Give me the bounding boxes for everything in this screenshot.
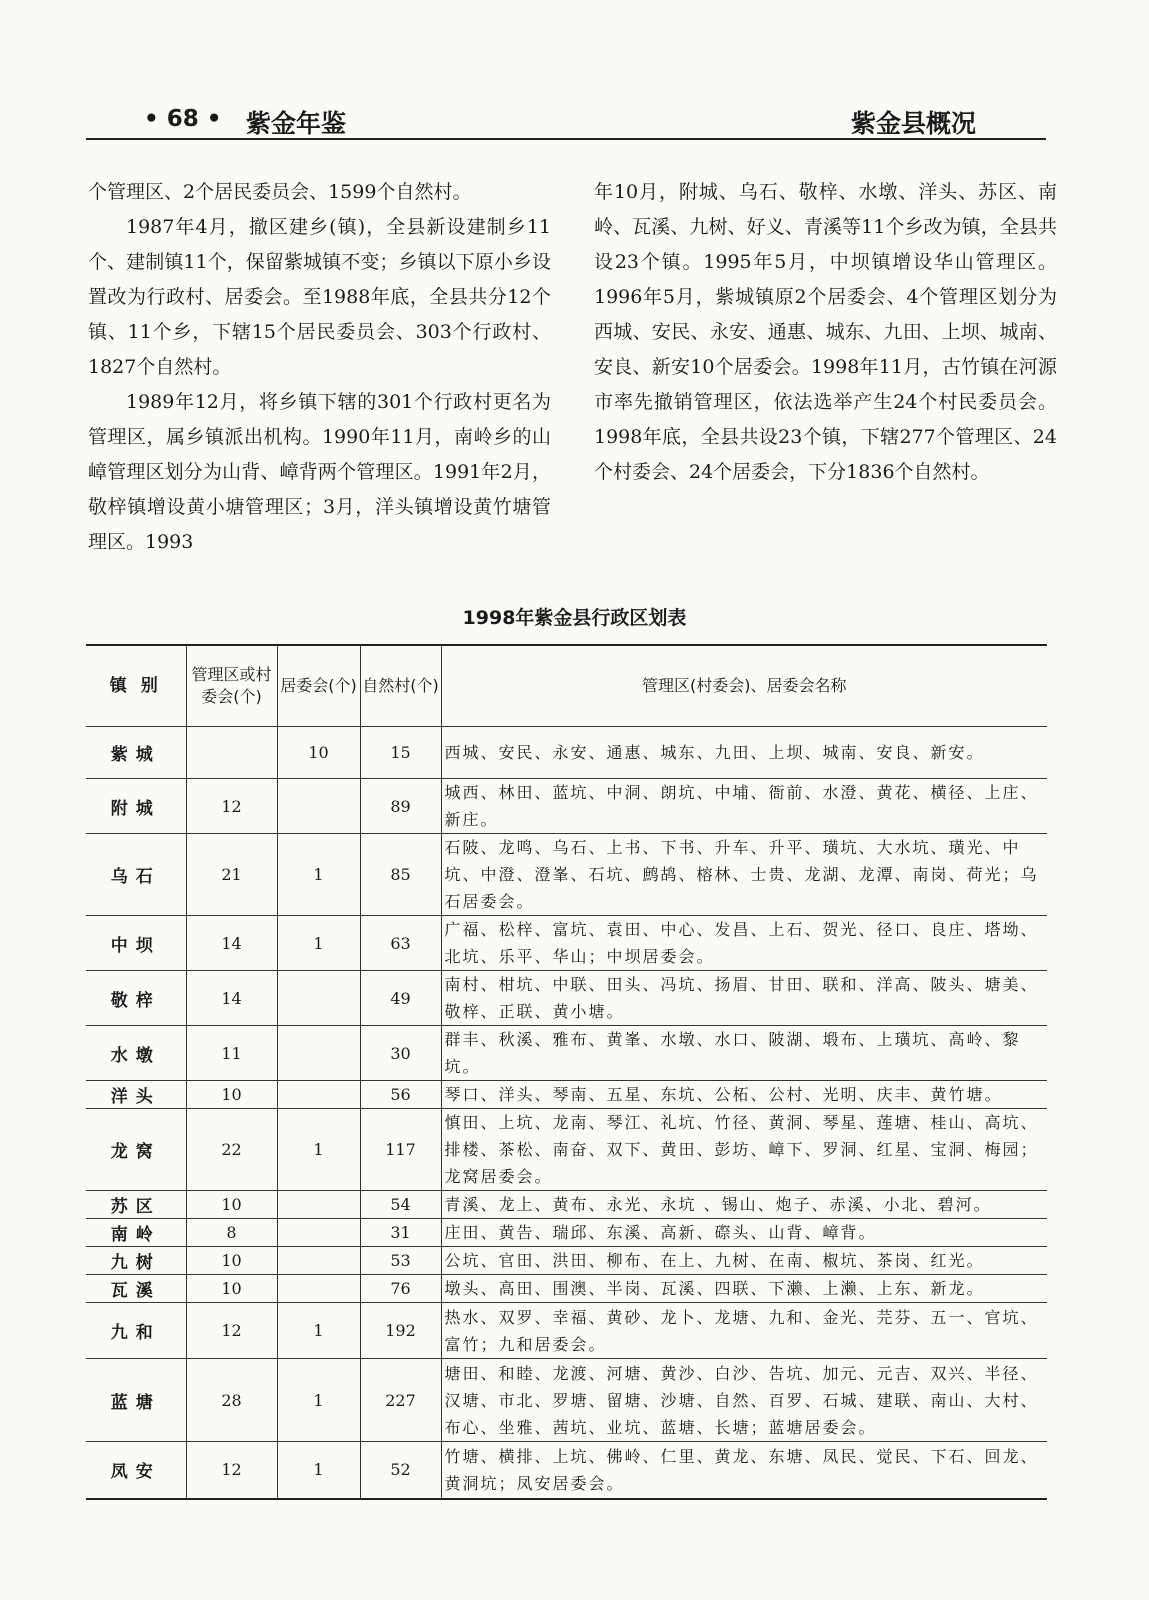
body-column-left (88, 175, 551, 560)
cell-villages: 85 (360, 834, 441, 916)
cell-committees: 1 (277, 834, 360, 916)
page-number: • 68 • (144, 106, 222, 132)
cell-names: 琴口、洋头、琴南、五星、东坑、公柘、公村、光明、庆丰、黄竹塘。 (441, 1081, 1047, 1109)
cell-town: 附城 (86, 779, 186, 834)
cell-town: 洋头 (86, 1081, 186, 1109)
header-committees: 居委会(个) (277, 645, 360, 727)
cell-town: 九和 (86, 1303, 186, 1359)
cell-districts: 10 (186, 1275, 277, 1303)
cell-town: 凤安 (86, 1442, 186, 1499)
table-row (86, 1303, 1047, 1359)
cell-names: 慎田、上坑、龙南、琴江、礼坑、竹径、黄洞、琴星、莲塘、桂山、高坑、排楼、茶松、南奋、双下、黄田、彭坊、嶂下、罗洞、红星、宝洞、梅园；龙窝居委会。 (441, 1109, 1047, 1191)
cell-names: 竹塘、横排、上坑、佛岭、仁里、黄龙、东塘、凤民、觉民、下石、回龙、黄洞坑；凤安居委会。 (441, 1442, 1047, 1499)
cell-names: 庄田、黄告、瑞邱、东溪、高新、磜头、山背、嶂背。 (441, 1219, 1047, 1247)
cell-districts: 10 (186, 1081, 277, 1109)
table-row (86, 1442, 1047, 1499)
cell-districts: 21 (186, 834, 277, 916)
cell-names: 热水、双罗、幸福、黄砂、龙卜、龙塘、九和、金光、芫芬、五一、官坑、富竹；九和居委会。 (441, 1303, 1047, 1359)
cell-town: 敬梓 (86, 971, 186, 1026)
cell-names: 群丰、秋溪、雅布、黄峯、水墩、水口、陂湖、塅布、上璜坑、高岭、黎坑。 (441, 1026, 1047, 1081)
cell-committees: 1 (277, 1359, 360, 1442)
cell-villages: 56 (360, 1081, 441, 1109)
cell-villages: 63 (360, 916, 441, 971)
table-row (86, 1191, 1047, 1219)
cell-names: 公坑、官田、洪田、柳布、在上、九树、在南、椒坑、茶岗、红光。 (441, 1247, 1047, 1275)
cell-districts: 12 (186, 1442, 277, 1499)
table-row (86, 971, 1047, 1026)
cell-districts: 12 (186, 1303, 277, 1359)
cell-districts: 14 (186, 916, 277, 971)
cell-committees (277, 1275, 360, 1303)
cell-town: 蓝塘 (86, 1359, 186, 1442)
cell-names: 青溪、龙上、黄布、永光、永坑 、锡山、炮子、赤溪、小北、碧河。 (441, 1191, 1047, 1219)
cell-town: 乌石 (86, 834, 186, 916)
cell-villages: 30 (360, 1026, 441, 1081)
cell-districts: 28 (186, 1359, 277, 1442)
cell-town: 南岭 (86, 1219, 186, 1247)
header-districts: 管理区或村委会(个) (186, 645, 277, 727)
cell-names: 广福、松梓、富坑、袁田、中心、发昌、上石、贺光、径口、良庄、塔坳、北坑、乐平、华山；中坝居委会。 (441, 916, 1047, 971)
cell-villages: 76 (360, 1275, 441, 1303)
paragraph: 个管理区、2个居民委员会、1599个自然村。 (88, 181, 472, 203)
cell-villages: 89 (360, 779, 441, 834)
cell-names: 塘田、和睦、龙渡、河塘、黄沙、白沙、告坑、加元、元吉、双兴、半径、汉塘、市北、罗塘、留塘、沙塘、自然、百罗、石城、建联、南山、大村、布心、坐雅、茜坑、业坑、蓝塘、长塘；蓝塘居委会。 (441, 1359, 1047, 1442)
section-title: 紫金县概况 (850, 109, 976, 138)
cell-villages: 52 (360, 1442, 441, 1499)
paragraph: 1989年12月，将乡镇下辖的301个行政村更名为管理区，属乡镇派出机构。1990年11月，南岭乡的山嶂管理区划分为山背、嶂背两个管理区。1991年2月，敬梓镇增设黄小塘管理区；3月，洋头镇增设黄竹塘管理区。1993 (88, 391, 551, 553)
cell-committees (277, 779, 360, 834)
cell-town: 中坝 (86, 916, 186, 971)
cell-names: 石陂、龙鸣、乌石、上书、下书、升车、升平、璜坑、大水坑、璜光、中坑、中澄、澄峯、石坑、鹧鸪、榕林、士贵、龙湖、龙潭、南岗、荷光；乌石居委会。 (441, 834, 1047, 916)
table-row (86, 1081, 1047, 1109)
cell-town: 龙窝 (86, 1109, 186, 1191)
cell-names: 城西、林田、蓝坑、中洞、朗坑、中埔、衙前、水澄、黄花、横径、上庄、新庄。 (441, 779, 1047, 834)
table-row (86, 1026, 1047, 1081)
cell-villages: 49 (360, 971, 441, 1026)
table-row (86, 1275, 1047, 1303)
cell-names: 西城、安民、永安、通惠、城东、九田、上坝、城南、安良、新安。 (441, 727, 1047, 779)
table-row (86, 779, 1047, 834)
cell-town: 九树 (86, 1247, 186, 1275)
paragraph: 1987年4月，撤区建乡(镇)，全县新设建制乡11个、建制镇11个，保留紫城镇不变；乡镇以下原小乡设置改为行政村、居委会。至1988年底，全县共分12个镇、11个乡，下辖15个居民委员会、303个行政村、1827个自然村。 (88, 216, 551, 378)
book-title: 紫金年鉴 (246, 109, 347, 138)
cell-districts: 22 (186, 1109, 277, 1191)
cell-districts: 10 (186, 1191, 277, 1219)
cell-villages: 54 (360, 1191, 441, 1219)
page-header (86, 100, 1046, 140)
cell-names: 南村、柑坑、中联、田头、冯坑、扬眉、甘田、联和、洋高、陂头、塘美、敬梓、正联、黄小塘。 (441, 971, 1047, 1026)
table-header-row (86, 645, 1047, 727)
cell-districts: 12 (186, 779, 277, 834)
cell-districts: 10 (186, 1247, 277, 1275)
cell-districts: 8 (186, 1219, 277, 1247)
table-row (86, 1219, 1047, 1247)
table-row (86, 1359, 1047, 1442)
cell-committees: 1 (277, 1109, 360, 1191)
cell-committees: 10 (277, 727, 360, 779)
table-row (86, 916, 1047, 971)
cell-committees (277, 971, 360, 1026)
table-body (86, 727, 1047, 1499)
cell-committees (277, 1247, 360, 1275)
header-villages: 自然村(个) (360, 645, 441, 727)
cell-villages: 31 (360, 1219, 441, 1247)
cell-committees (277, 1081, 360, 1109)
cell-villages: 227 (360, 1359, 441, 1442)
body-column-right (594, 175, 1057, 490)
cell-committees: 1 (277, 1442, 360, 1499)
cell-villages: 117 (360, 1109, 441, 1191)
header-names: 管理区(村委会)、居委会名称 (441, 645, 1047, 727)
cell-committees (277, 1026, 360, 1081)
table-row (86, 1247, 1047, 1275)
cell-districts: 14 (186, 971, 277, 1026)
cell-town: 瓦溪 (86, 1275, 186, 1303)
table-title: 1998年紫金县行政区划表 (462, 607, 687, 629)
table-row (86, 727, 1047, 779)
cell-committees (277, 1219, 360, 1247)
cell-villages: 53 (360, 1247, 441, 1275)
header-town: 镇 别 (86, 645, 186, 727)
table-row (86, 1109, 1047, 1191)
table-row (86, 834, 1047, 916)
admin-division-table (86, 644, 1047, 1500)
cell-villages: 15 (360, 727, 441, 779)
cell-town: 苏区 (86, 1191, 186, 1219)
cell-districts: 11 (186, 1026, 277, 1081)
cell-town: 水墩 (86, 1026, 186, 1081)
cell-names: 墩头、高田、围澳、半岗、瓦溪、四联、下濑、上濑、上东、新龙。 (441, 1275, 1047, 1303)
cell-committees: 1 (277, 916, 360, 971)
cell-districts (186, 727, 277, 779)
paragraph: 年10月，附城、乌石、敬梓、水墩、洋头、苏区、南岭、瓦溪、九树、好义、青溪等11个乡改为镇，全县共设23个镇。1995年5月，中坝镇增设华山管理区。1996年5月，紫城镇原2个居委会、4个管理区划分为西城、安民、永安、通惠、城东、九田、上坝、城南、安良、新安10个居委会。1998年11月，古竹镇在河源市率先撤销管理区，依法选举产生24个村民委员会。1998年底，全县共设23个镇，下辖277个管理区、24个村委会、24个居委会，下分1836个自然村。 (594, 181, 1057, 483)
cell-committees (277, 1191, 360, 1219)
cell-villages: 192 (360, 1303, 441, 1359)
cell-committees: 1 (277, 1303, 360, 1359)
cell-town: 紫城 (86, 727, 186, 779)
